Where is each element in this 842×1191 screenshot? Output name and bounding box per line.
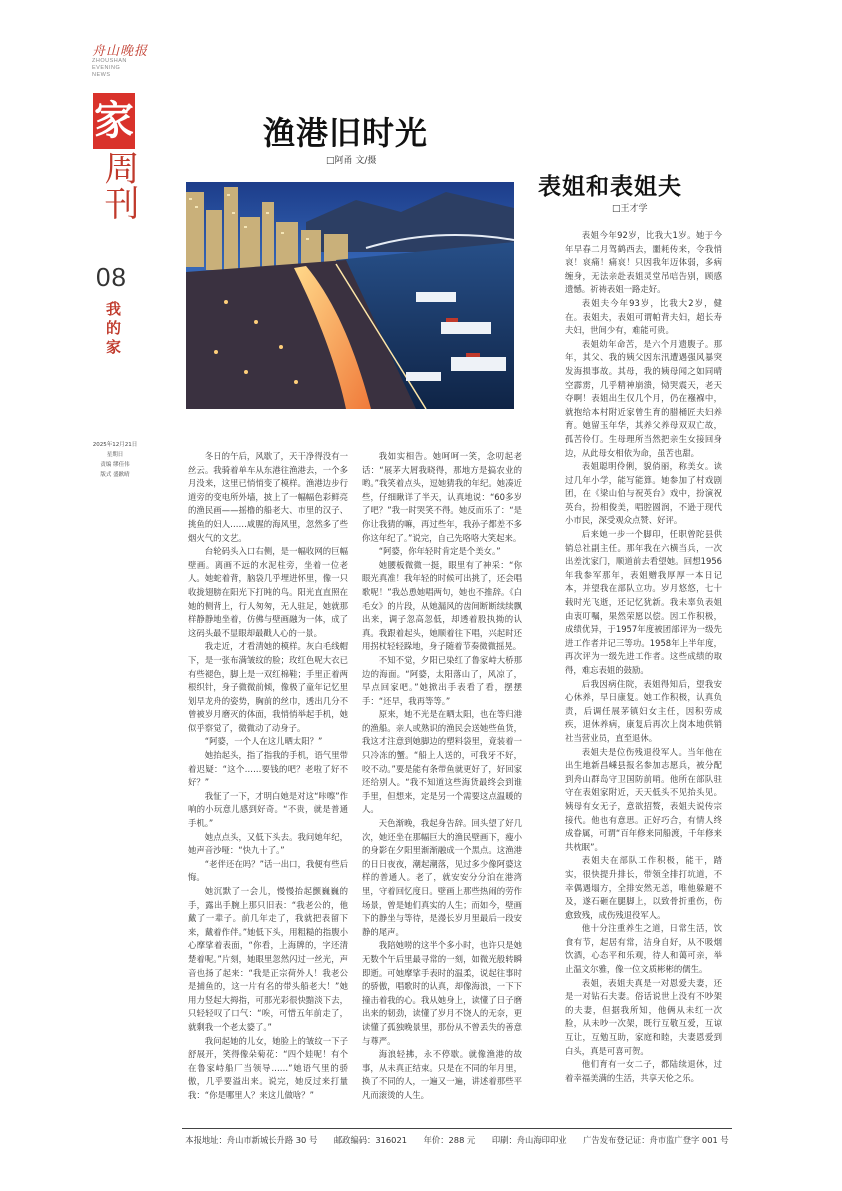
- section-badge: 家: [93, 93, 135, 149]
- footer-info: 本报地址：舟山市新城长升路 30 号 邮政编码：316021 年价：288 元 印刷：舟山海印印业 广告发布登记证：舟市监广登字 001 号: [185, 1135, 729, 1145]
- article-column-2: [362, 450, 522, 1103]
- paragraph: 我如实相告。她呵呵一笑，念叨起老话：“展茅大屑我晓得，那地方是搞农业的哟。”我笑着点头，逗她猜我的年纪。她凑近些，仔细瞅详了半天，认真地说：“60多岁了吧？”我一时哭笑不得。她反而乐了：“是你让我猜的嘛，再过些年，我孙子都差不多你这年纪了。”说完，自己先咯咯大笑起来。: [362, 451, 522, 543]
- paragraph: 他十分注重养生之道，日常生活，饮食有节，起居有常，洁身自好，从不吸烟饮酒，心态平和乐观，待人和蔼可亲，举止温文尔雅，像一位文质彬彬的儒生。: [565, 923, 722, 975]
- harbor-night-photo: [186, 182, 514, 409]
- paragraph: 她抬起头，指了指我的手机，语气里带着迟疑：“这个……要钱的吧？老啦了好不好？”: [188, 750, 348, 788]
- paragraph: 冬日的午后，风歇了，天干净得没有一丝云。我骑着单车从东港往渔港去，一个多月没来，这里已悄悄变了模样。渔港边步行道旁的变电所外墙，披上了一幅幅色彩鲜亮的渔民画——摇橹的船老大、市里的汉子、挑鱼的妇人……咸腥的海风里，忽然多了些烟火气的文艺。: [188, 451, 348, 543]
- paragraph: 表姐聪明伶俐，貌俏丽，称美女。读过几年小学，能写能算。她参加了村戏剧团，在《梁山伯与祝英台》戏中，扮演祝英台，扮相俊美，唱腔圆润，不逊于现代小市民，深受观众点赞、好评。: [565, 461, 722, 526]
- paragraph: 我陪她唠的这半个多小时，也许只是她无数个午后里最寻常的一刻，如微光般转瞬即逝。可她摩挲手表时的温柔，说起往事时的骄傲，唱歌时的认真，却像海浪，一下下撞击着我的心。我从她身上，读懂了日子磨出来的韧劲，读懂了岁月不饶人的无奈，更读懂了孤独晚景里，那份从不曾丢失的善意与尊严。: [362, 940, 522, 1046]
- paragraph: 我走近，才看清她的模样。灰白毛线帽下，是一张布满皱纹的脸；玫红色呢大衣已有些褪色，脚上是一双红棉鞋；手里正着两根织针，身子微微前倾，像极了童年记忆里划早龙舟的姿势，胸前的丝巾，透出几分不曾被岁月磨灭的体面，我悄悄举起手机，她似乎察觉了，微微动了动身子。: [188, 641, 348, 733]
- footer-divider: [182, 1128, 732, 1129]
- issue-info: [92, 440, 138, 480]
- section-name: 周刊: [99, 150, 139, 220]
- paragraph: “阿婆，一个人在这儿晒太阳？”: [204, 736, 323, 747]
- newspaper-logo-subtitle: ZHOUSHAN EVENING NEWS: [92, 58, 127, 78]
- paragraph: 表姐，表姐夫真是一对恩爱夫妻，还是一对钻石夫妻。俗话说世上没有不吵架的夫妻，但据我所知，他俩从未红一次脸，从未吵一次架，既行互敬互爱，互谅互让，互勉互助，家庭和睦，夫妻恩爱到白头，真是可喜可贺。: [565, 977, 722, 1056]
- paragraph: 台轮码头入口右侧，是一幅收网的巨幅壁画。离画不远的水泥柱旁，坐着一位老人。她蛇着背，脑袋几乎埋进怀里，像一只收拢翅膀在阳光下打盹的鸟。阳光直直照在她的侧背上，行人匆匆，无人驻足，她就那样静静地坐着，仿佛与壁画融为一体，成了这码头最不显眼却最戳人心的一景。: [188, 546, 348, 638]
- page-number: 08: [96, 262, 127, 292]
- paragraph: 她点点头，又低下头去。我问她年纪，她声音沙哑：“快九十了。”: [188, 831, 348, 856]
- article-column-1: [188, 450, 348, 1103]
- issue-date: 2025年12月21日: [92, 442, 138, 448]
- article-title: 渔港旧时光: [263, 114, 429, 152]
- paragraph: 他们育有一女二子，都陆续退休，过着幸福美满的生活，共享天伦之乐。: [565, 1059, 722, 1083]
- paragraph: 不知不觉，夕阳已染红了鲁家峙大桥那边的海面。“阿婆，太阳落山了，风凉了，早点回家吧。”她掀出手表看了看，摆摆手：“还早，我再等等。”: [362, 654, 522, 706]
- issue-designer: 版式 盛歉晴: [100, 472, 130, 478]
- paragraph: 表姐夫在部队工作积极，能干，踏实，很快提升排长，带领全排打坑道，不幸偶遇塌方，全排安然无恙，唯他躲避不及，遂石砸在腿脚上，以致骨折重伤，伤愈致残，成伤残退役军人。: [565, 855, 722, 920]
- paragraph: 原来，她不光是在晒太阳，也在等归港的渔船。亲人或熟识的渔民会送她些鱼货，我这才注意到她脚边的塑料袋里，竟装着一只冷冻的蟹。“船上人送的，可我牙不好，咬不动。”要是能有条带鱼就更好了，好回家还给别人。“我不知道这些海货最终会到谁手里，但想来，定是另一个需要这点温暖的人。: [362, 709, 522, 815]
- newspaper-logo: 舟山晚报: [92, 44, 149, 59]
- paragraph: 天色渐晚，我起身告辞。回头望了好几次，她还坐在那幅巨大的渔民壁画下，瘦小的身影在夕阳里渐渐融成一个黑点。这渔港的日日夜夜，潮起潮落，见过多少像阿婆这样的普通人。老了，就安安分分泊在港湾里，守着回忆度日。壁画上那些热闹的劳作场景，曾是她们真实的人生；而如今，壁画下的静坐与等待，是漫长岁月里最后一段安静的尾声。: [362, 818, 522, 937]
- paragraph: 我怔了一下，才明白她是对这“咔嚓”作响的小玩意儿感到好奇。“不贵，就是普通手机。”: [188, 790, 348, 829]
- paragraph: 表姐今年92岁，比我大1岁。她于今年早春二月驾鹤西去，噩耗传来，令我悄哀！哀痛！痛哀！只因我年迈体弱，多病缠身，无法亲赴表姐灵堂吊唁告别，顾感遗憾。祈祷表姐一路走好。: [565, 230, 722, 295]
- paragraph: 后我因病住院，表姐得知后，望我安心休养，早日康复。她工作积极，认真负责，后调任展茅镇妇女主任，因积劳成疾，退休养病，康复后再次上岗本地供销社当营业员，直至退休。: [565, 678, 722, 743]
- paragraph: 她沉默了一会儿，慢慢抬起颤巍巍的手，露出手腕上那只旧表：“我老公的，他戴了一辈子。前几年走了，我就把表留下来，戴着作伴。”她低下头，用粗糙的指腹小心摩挲着表面，“你看，上海牌的，字还清楚着呢。”片刻，她眼里忽然闪过一丝光，声音也扬了起来：“我是正宗荷外人！我老公是捕鱼的，这一片有名的带头船老大！”她用力竖起大拇指，可那光彩很快黯淡下去，只轻轻叹了口气：“唉，可惜五年前走了，就剩我一个老太婆了。”: [188, 886, 348, 1032]
- paragraph: 她腰板微微一挺，眼里有了神采：“你眼光真准！我年轻的时候可出挑了，还会唱歌呢！”我怂恿她唱两句，她也不推辞。《白毛女》的片段，从她漏风的齿间断断续续飘出来，调子忽高忽低，却透着股执拗的认真。我跟着起头，她顺着往下唱，兴起时还用拐杖轻轻跺地，身子随着节奏微微摇晃。: [362, 559, 522, 652]
- paragraph: 表姐夫今年93岁，比我大2岁，健在。表姐夫，表姐可谓帕背夫妇，超长寿夫妇，世间少有，难能可贵。: [565, 297, 722, 336]
- paragraph: 海浪轻拂，永不停歇。就像渔港的故事，从未真正结束。只是在不同的年月里，换了不同的人，一遍又一遍，讲述着那些平凡而滚烫的人生。: [362, 1049, 522, 1100]
- article-byline: □王才学: [612, 204, 648, 214]
- article-title: 表姐和表姐夫: [538, 174, 682, 200]
- article-byline: □阿甬 文/摄: [326, 156, 377, 166]
- article-column-3: [565, 229, 722, 1085]
- column-name: 我的家: [106, 300, 122, 356]
- paragraph: “阿婆，你年轻时肯定是个美女。”: [378, 546, 501, 557]
- paragraph: 表姐幼年命苦，是六个月遗腹子。那年，其父、我的姨父因东汛遭遇强风暴突发海损事故。其母，我的姨母闻之如同晴空霹雳，几乎精神崩溃，恸哭震天，老天夺啊！表姐出生仅几个月，仍在襁褓中，就抱给本村附近家曾生育的腊桶匠夫妇养育。她留玉年华，其养父养母双双亡故，孤苦伶仃。生母理所当然把亲生女接回身边，从此母女相依为命，虽苦也甜。: [565, 338, 722, 458]
- harbor-photo: [186, 182, 514, 409]
- issue-editor: 责编 缪佳伟: [100, 462, 130, 468]
- paragraph: 表姐夫是位伤残退役军人。当年他在出生地新昌嵊县报名参加志愿兵，被分配到舟山群岛守卫国防前哨。他所在部队驻守在表姐家附近，天天低头不见抬头见。姨母有女无子，意欲招赘，表姐夫说传宗接代。他也有意思。正好巧合，有情人终成眷属，可谓“百年修来同船渡，千年修来共枕眠”。: [565, 746, 722, 852]
- paragraph: 我问起她的儿女，她脸上的皱纹一下子舒展开，笑得像朵菊花：“四个娃呢！有个在鲁家峙船厂当领导……”她语气里的骄傲，几乎要溢出来。说完，她反过来打量我：“你是哪里人？来这儿做啥？”: [188, 1035, 348, 1100]
- issue-weekday: 星期日: [106, 452, 124, 458]
- paragraph: “老伴还在吗？”话一出口，我便有些后悔。: [188, 858, 348, 883]
- paragraph: 后来她一步一个脚印，任职曾陀县供销总社副主任。那年我在六横当兵，一次出差沈家门，顺道前去看望她。回想1956年我参军那年，表姐赠我厚厚一本日记本，并望我在部队立功。岁月悠悠，七十载时光飞逝，还记忆犹新。我未辜负表姐由衷叮嘱，果然荣愿以偿。因工作积极，成绩优异，于1957年度被团部评为一级先进工作者并记三等功。1958年上半年度，再次评为一级先进工作者。这些成绩的取得，难忘表姐的鼓励。: [565, 529, 722, 675]
